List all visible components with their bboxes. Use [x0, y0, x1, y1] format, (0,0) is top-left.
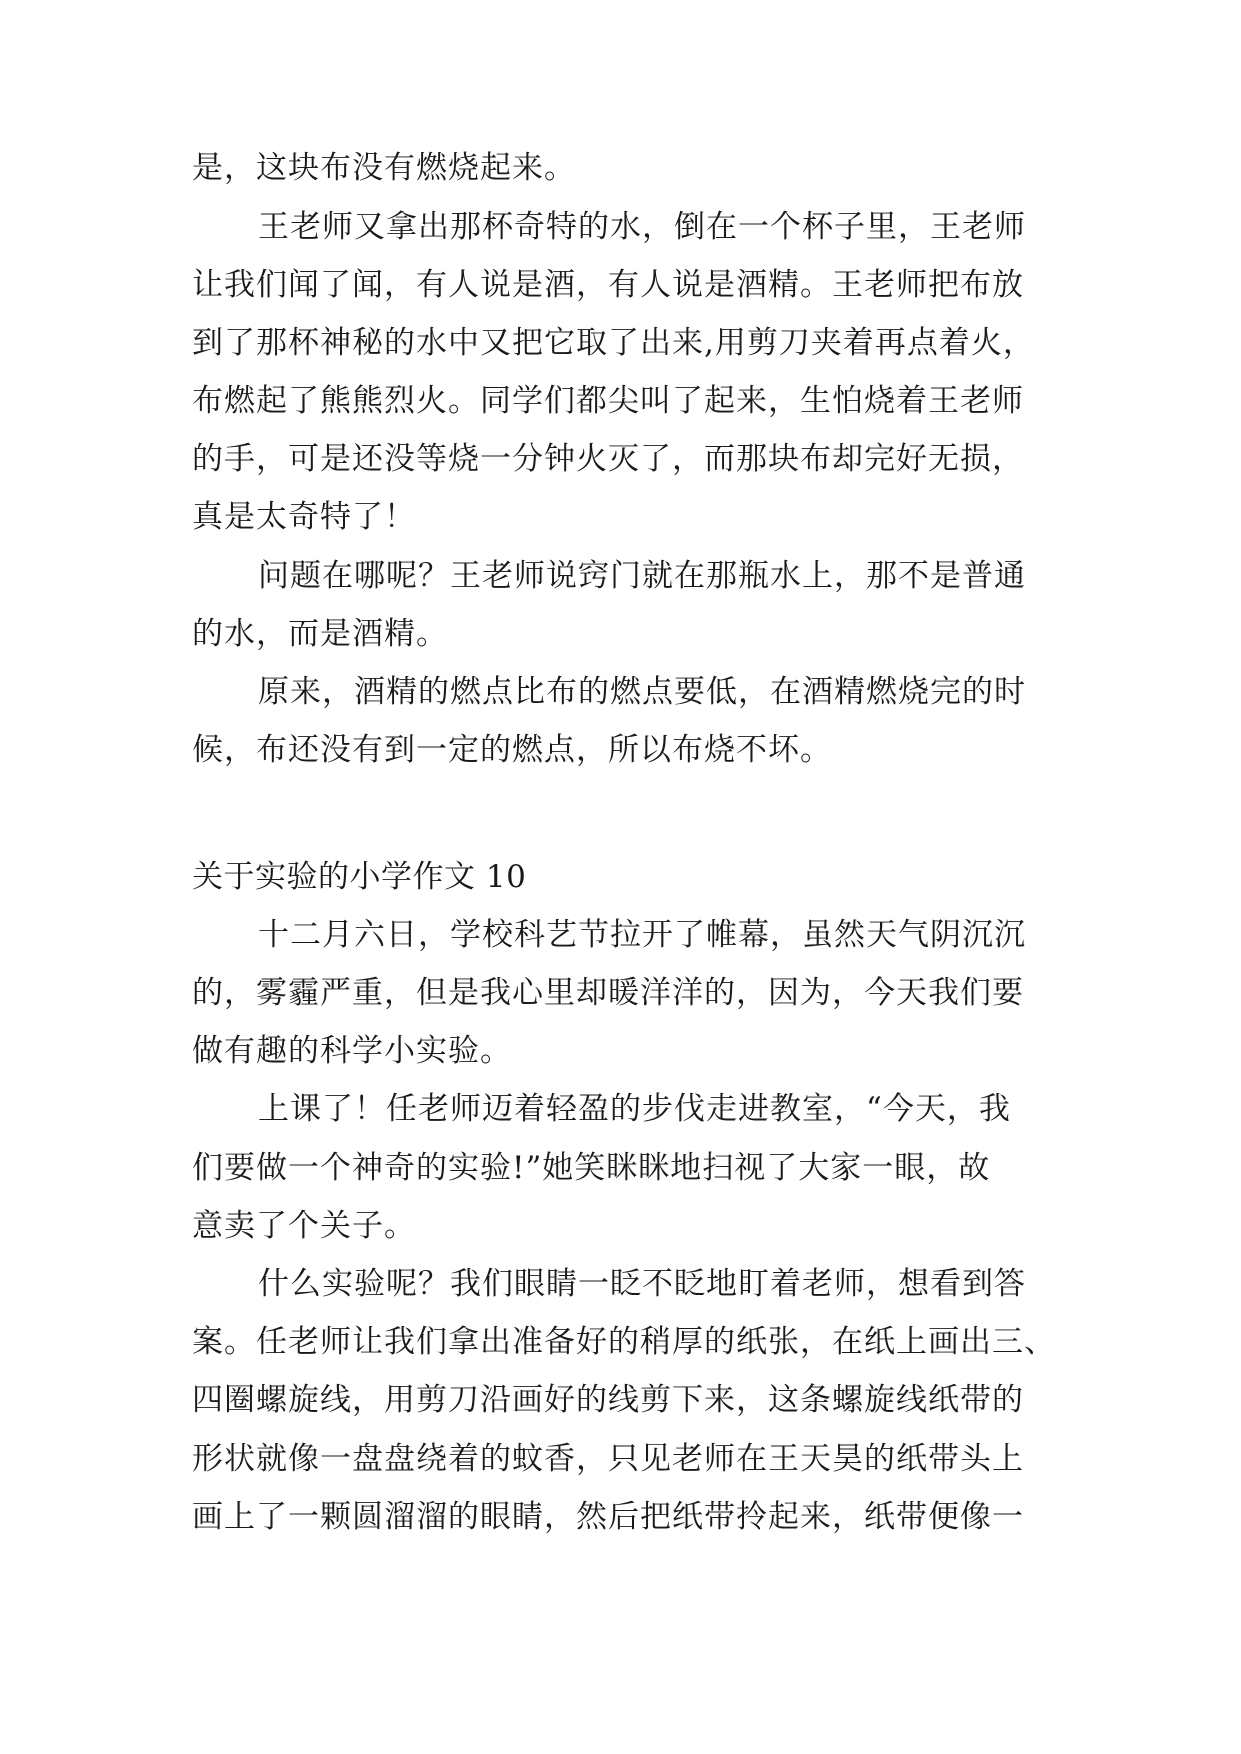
text-line: 做有趣的科学小实验。	[192, 1033, 512, 1069]
text-line: 形状就像一盘盘绕着的蚊香，只见老师在王天昊的纸带头上	[192, 1441, 1024, 1477]
paragraph-start: 什么实验呢？我们眼睛一眨不眨地盯着老师，想看到答	[258, 1266, 1026, 1302]
text-line: 案。任老师让我们拿出准备好的稍厚的纸张，在纸上画出三、	[192, 1324, 1056, 1360]
paragraph-start: 原来，酒精的燃点比布的燃点要低，在酒精燃烧完的时	[258, 674, 1026, 710]
text-line: 的水，而是酒精。	[192, 616, 448, 652]
text-line: 的手，可是还没等烧一分钟火灭了，而那块布却完好无损，	[192, 441, 1024, 477]
text-line: 们要做一个神奇的实验!”她笑眯眯地扫视了大家一眼，故	[192, 1150, 991, 1186]
text-line: 是，这块布没有燃烧起来。	[192, 150, 576, 186]
paragraph-start: 问题在哪呢？王老师说窍门就在那瓶水上，那不是普通	[258, 558, 1026, 594]
section-heading: 关于实验的小学作文 10	[192, 859, 527, 895]
text-line: 画上了一颗圆溜溜的眼睛，然后把纸带拎起来，纸带便像一	[192, 1499, 1024, 1535]
text-line: 布燃起了熊熊烈火。同学们都尖叫了起来，生怕烧着王老师	[192, 383, 1024, 419]
text-line: 让我们闻了闻，有人说是酒，有人说是酒精。王老师把布放	[192, 267, 1024, 303]
paragraph-start: 王老师又拿出那杯奇特的水，倒在一个杯子里，王老师	[258, 209, 1026, 245]
text-line: 四圈螺旋线，用剪刀沿画好的线剪下来，这条螺旋线纸带的	[192, 1382, 1024, 1418]
paragraph-start: 上课了！任老师迈着轻盈的步伐走进教室，“今天，我	[258, 1091, 1011, 1127]
text-line: 的，雾霾严重，但是我心里却暖洋洋的，因为，今天我们要	[192, 975, 1024, 1011]
paragraph-start: 十二月六日，学校科艺节拉开了帷幕，虽然天气阴沉沉	[258, 917, 1026, 953]
text-line: 候，布还没有到一定的燃点，所以布烧不坏。	[192, 732, 832, 768]
text-line: 真是太奇特了！	[192, 499, 416, 535]
text-line: 到了那杯神秘的水中又把它取了出来,用剪刀夹着再点着火，	[192, 325, 1035, 361]
text-line: 意卖了个关子。	[192, 1208, 416, 1244]
